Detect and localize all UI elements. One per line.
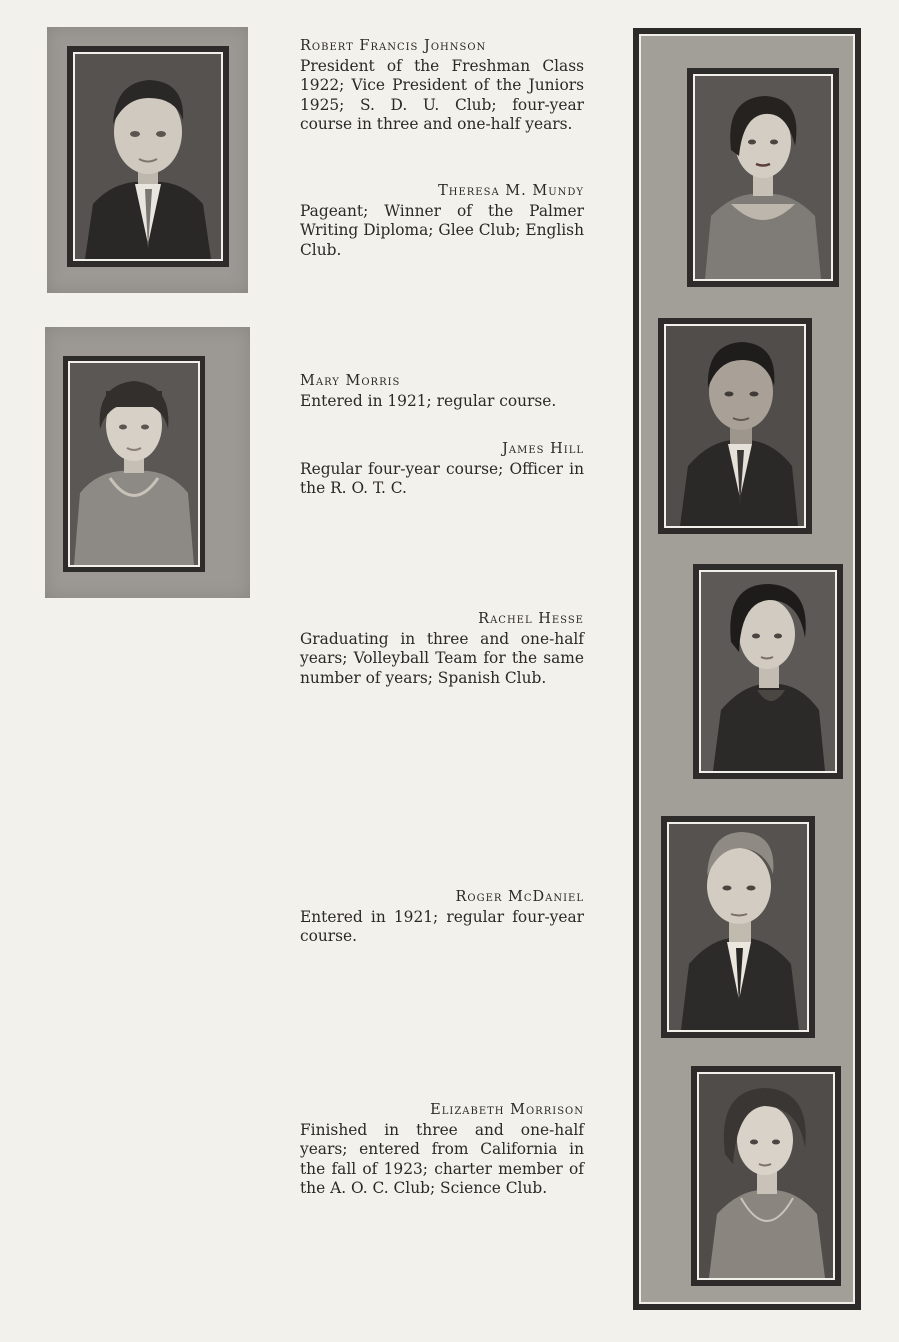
bio-rachel-hesse — [300, 610, 584, 688]
portrait-robert-johnson — [73, 52, 223, 261]
photo-mat-james-hill — [658, 318, 812, 534]
portrait-photo-icon — [701, 572, 835, 771]
photo-mat-elizabeth-morrison — [691, 1066, 841, 1286]
portrait-photo-icon — [75, 54, 221, 259]
portrait-theresa-mundy — [693, 74, 833, 281]
portrait-james-hill — [664, 324, 806, 528]
bio-name: Robert Francis Johnson — [300, 38, 487, 54]
bio-name: James Hill — [502, 441, 584, 457]
bio-name: Elizabeth Morrison — [430, 1102, 584, 1118]
portrait-elizabeth-morrison — [697, 1072, 835, 1280]
bio-description: Graduating in three and one-half years; Volleyball Team for the same number of years; Spanish Club. — [300, 629, 584, 687]
photo-card-mary-morris — [45, 327, 250, 598]
bio-mary-morris — [300, 372, 584, 411]
bio-james-hill — [300, 440, 584, 499]
portrait-photo-icon — [695, 76, 831, 279]
bio-robert-johnson — [300, 37, 584, 135]
portrait-rachel-hesse — [699, 570, 837, 773]
bio-theresa-mundy — [300, 182, 584, 260]
bio-description: Regular four-year course; Officer in the R. O. T. C. — [300, 459, 584, 498]
bio-name: Roger McDaniel — [455, 889, 584, 905]
portrait-mary-morris — [68, 361, 200, 567]
bio-description: President of the Freshman Class 1922; Vice President of the Juniors 1925; S. D. U. Club; four-year course in three and one-half years. — [300, 56, 584, 134]
portrait-photo-icon — [699, 1074, 833, 1278]
bio-description: Entered in 1921; regular course. — [300, 391, 557, 410]
portrait-roger-mcdaniel — [667, 822, 809, 1032]
bio-elizabeth-morrison — [300, 1101, 584, 1199]
portrait-photo-icon — [666, 326, 804, 526]
portrait-photo-icon — [669, 824, 807, 1030]
bio-description: Finished in three and one-half years; entered from California in the fall of 1923; charter member of the A. O. C. Club; Science Club. — [300, 1120, 584, 1198]
portrait-photo-icon — [70, 363, 198, 565]
bio-description: Entered in 1921; regular four-year course. — [300, 907, 584, 946]
bio-description: Pageant; Winner of the Palmer Writing Diploma; Glee Club; English Club. — [300, 201, 584, 259]
bio-roger-mcdaniel — [300, 888, 584, 947]
photo-mat-rachel-hesse — [693, 564, 843, 779]
bio-name: Theresa M. Mundy — [438, 183, 584, 199]
photo-strip — [633, 28, 861, 1310]
photo-card-robert-johnson — [47, 27, 248, 293]
photo-mat-theresa-mundy — [687, 68, 839, 287]
bio-name: Mary Morris — [300, 373, 401, 389]
bio-name: Rachel Hesse — [478, 611, 584, 627]
photo-mat-roger-mcdaniel — [661, 816, 815, 1038]
